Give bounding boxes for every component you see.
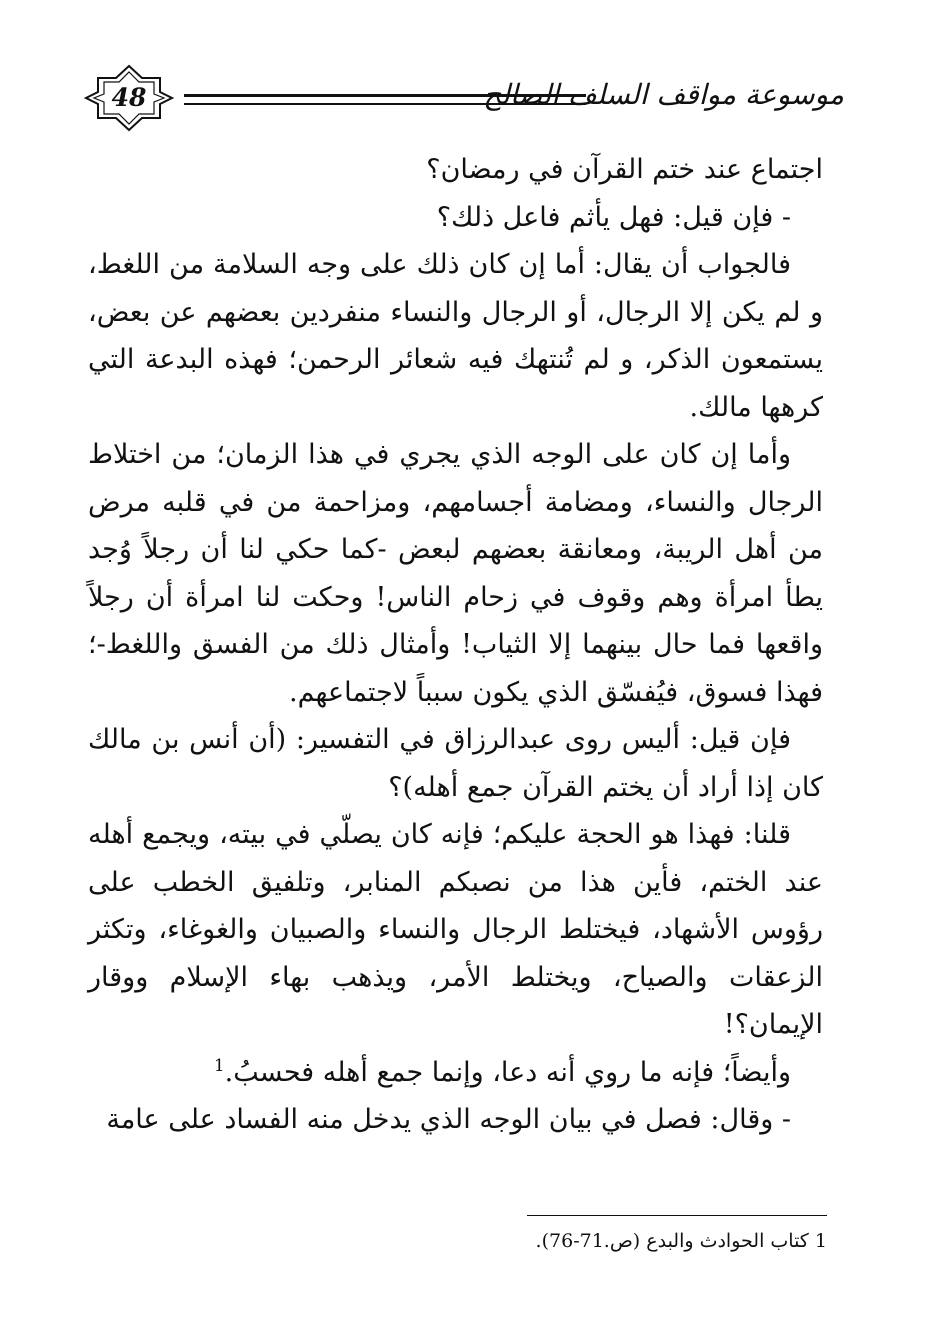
page-header bbox=[84, 64, 844, 132]
page-number-badge bbox=[84, 64, 174, 132]
paragraph bbox=[88, 1049, 823, 1097]
footnote-marker: 1 bbox=[213, 1055, 225, 1076]
paragraph: وأما إن كان على الوجه الذي يجري في هذا الزمان؛ من اختلاط الرجال والنساء، ومضامة أجسامهم، ومزاحمة من في قلبه مرض من أهل الريبة، ومعانقة بعضهم لبعض -كما حكي لنا أن رجلاً وُجد يطأ امرأة وهم وقوف في زحام الناس! وحكت لنا امرأة أن رجلاً واقعها فما حال بينهما إلا الثياب! وأمثال ذلك من الفسق واللغط-؛ فهذا فسوق، فيُفسّق الذي يكون سبباً لاجتماعهم. bbox=[88, 439, 823, 708]
main-text bbox=[88, 146, 823, 1144]
paragraph: - وقال: فصل في بيان الوجه الذي يدخل منه الفساد على عامة bbox=[106, 1104, 791, 1135]
header-rule bbox=[184, 94, 586, 105]
footnote-separator bbox=[527, 1215, 827, 1216]
paragraph-text: وأيضاً؛ فإنه ما روي أنه دعا، وإنما جمع أهله فحسبُ. bbox=[224, 1056, 791, 1088]
book-title: موسوعة مواقف السلف الصالح bbox=[483, 78, 844, 111]
footnote-text: كتاب الحوادث والبدع (ص.71-76). bbox=[535, 1230, 809, 1252]
paragraph: - فإن قيل: فهل يأثم فاعل ذلك؟ bbox=[436, 201, 791, 233]
page-number: 48 bbox=[111, 83, 147, 112]
footnote bbox=[536, 1230, 827, 1252]
paragraph: اجتماع عند ختم القرآن في رمضان؟ bbox=[426, 154, 823, 185]
paragraph: فإن قيل: أليس روى عبدالرزاق في التفسير: (أن أنس بن مالك كان إذا أراد أن يختم القرآن جمع أهله)؟ bbox=[88, 724, 823, 803]
footnote-number: 1 bbox=[814, 1230, 827, 1252]
paragraph: قلنا: فهذا هو الحجة عليكم؛ فإنه كان يصلّي في بيته، ويجمع أهله عند الختم، فأين هذا من نصبكم المنابر، وتلفيق الخطب على رؤوس الأشهاد، فيختلط الرجال والنساء والصبيان والغوغاء، وتكثر الزعقات والصياح، ويختلط الأمر، ويذهب بهاء الإسلام ووقار الإيمان؟! bbox=[88, 819, 823, 1040]
paragraph: فالجواب أن يقال: أما إن كان ذلك على وجه السلامة من اللغط، و لم يكن إلا الرجال، أو الرجال والنساء منفردين بعضهم عن بعض، يستمعون الذكر، و لم تُنتهك فيه شعائر الرحمن؛ فهذه البدعة التي كرهها مالك. bbox=[88, 249, 823, 423]
